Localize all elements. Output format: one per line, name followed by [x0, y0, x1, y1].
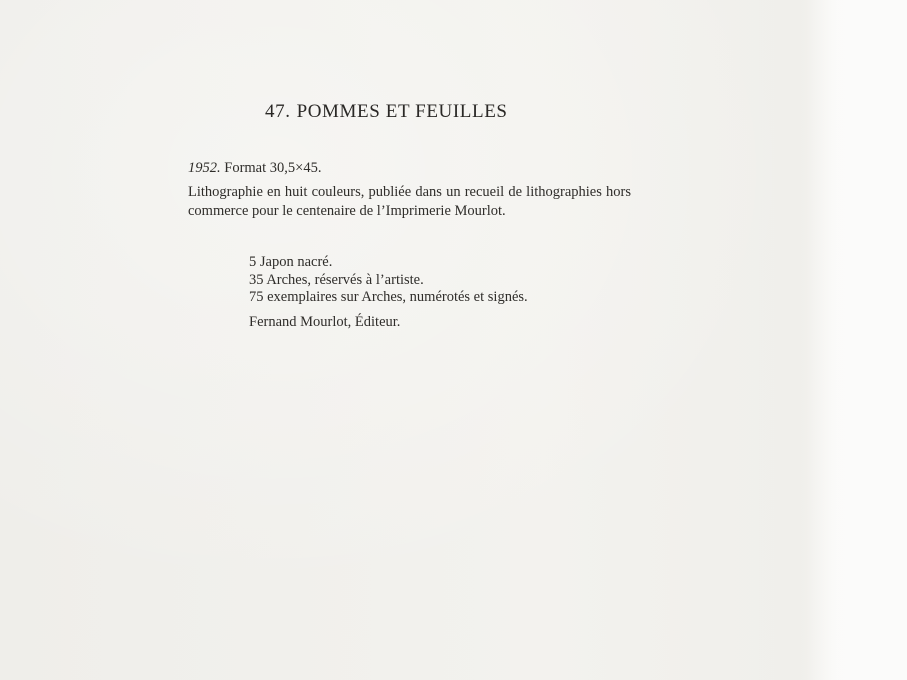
entry-format: Format 30,5×45. [224, 160, 322, 176]
edition-line: 35 Arches, réservés à l’artiste. [249, 271, 424, 288]
entry-heading [265, 101, 508, 123]
format-line [188, 160, 321, 177]
page-edge [806, 0, 907, 680]
edition-line: 5 Japon nacré. [249, 254, 333, 270]
entry-title: POMMES ET FEUILLES [296, 101, 508, 122]
entry-number: 47. [265, 101, 291, 122]
edition-line: 75 exemplaires sur Arches, numérotés et signés. [249, 289, 528, 305]
entry-description: Lithographie en huit couleurs, publiée dans un recueil de lithographies hors commerce pour le centenaire de l’Imprimerie Mourlot. [188, 184, 631, 219]
publisher-line: Fernand Mourlot, Éditeur. [249, 314, 401, 330]
edition-list [249, 254, 528, 307]
entry-year: 1952. [188, 160, 221, 176]
